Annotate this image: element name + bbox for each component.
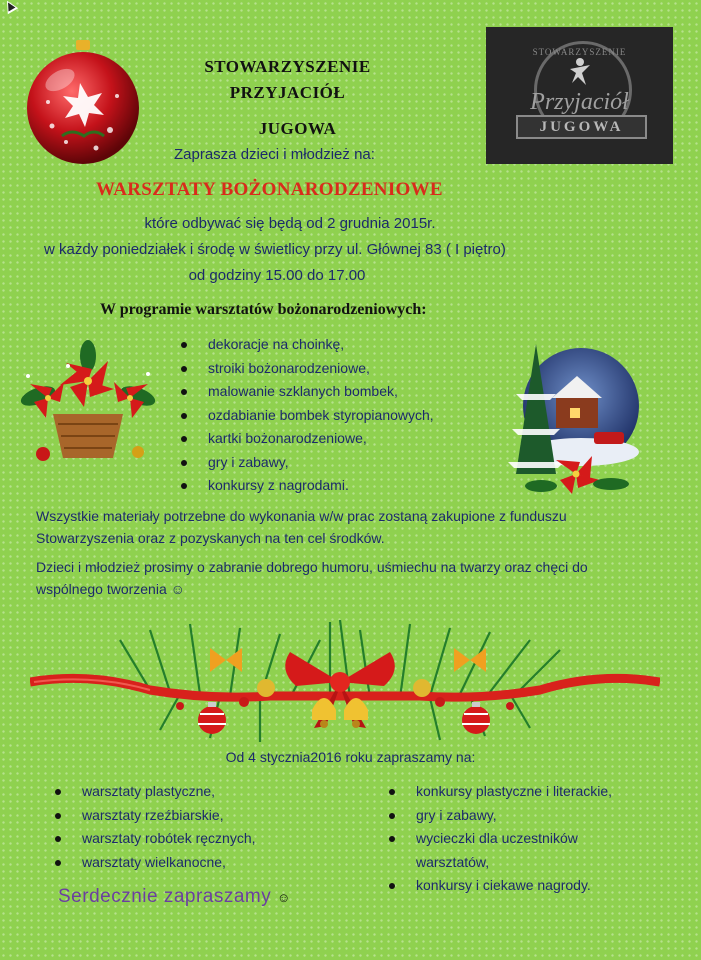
january-right-list (386, 780, 646, 898)
list-item: warsztaty rzeźbiarskie, (52, 804, 352, 828)
list-item: konkursy i ciekawe nagrody. (386, 874, 646, 898)
list-item: warsztaty wielkanocne, (52, 851, 352, 875)
january-left-list (52, 780, 352, 874)
list-item: stroiki bożonarodzeniowe, (178, 357, 434, 381)
logo-figure-icon (568, 57, 592, 87)
snow-globe-icon (486, 334, 646, 496)
closing-text (58, 886, 291, 908)
logo-script-text: Przyjaciół (530, 89, 629, 115)
invite-text: Zaprasza dzieci i młodzież na: (174, 146, 375, 163)
closing-label: Serdecznie zapraszamy (58, 886, 272, 907)
association-logo (486, 27, 673, 164)
logo-banner-text: JUGOWA (516, 115, 647, 139)
mouse-cursor-icon (2, 0, 18, 14)
schedule-line-2: w każdy poniedziałek i środę w świetlicy przy ul. Głównej 83 ( I piętro) (44, 241, 506, 258)
list-item: gry i zabawy, (386, 804, 646, 828)
list-item: kartki bożonarodzeniowe, (178, 427, 434, 451)
schedule-line-3: od godziny 15.00 do 17.00 (188, 267, 366, 284)
schedule-line-1: które odbywać się będą od 2 grudnia 2015r. (144, 215, 436, 232)
january-announcement: Od 4 stycznia2016 roku zapraszamy na: (225, 749, 476, 765)
program-list (178, 333, 434, 498)
list-item: warsztaty plastyczne, (52, 780, 352, 804)
list-item: warsztaty robótek ręcznych, (52, 827, 352, 851)
list-item: konkursy plastyczne i literackie, (386, 780, 646, 804)
smiley-icon: ☺ (277, 890, 291, 905)
workshop-title: WARSZTATY BOŻONARODZENIOWE (96, 179, 443, 200)
program-heading: W programie warsztatów bożonarodzeniowych: (100, 301, 427, 318)
poinsettia-basket-icon (8, 336, 168, 466)
list-item: malowanie szklanych bombek, (178, 380, 434, 404)
list-item: dekoracje na choinkę, (178, 333, 434, 357)
org-name-line-1: STOWARZYSZENIE (204, 57, 371, 76)
list-item: wycieczki dla uczestników warsztatów, (386, 827, 646, 874)
humor-paragraph: Dzieci i młodzież prosimy o zabranie dobrego humoru, uśmiechu na twarzy oraz chęci do wspólnego tworzenia ☺ (36, 559, 588, 597)
materials-paragraph: Wszystkie materiały potrzebne do wykonania w/w prac zostaną zakupione z funduszu Stowarzyszenia oraz z pozyskanych na ten cel środków. (36, 508, 567, 546)
list-item: ozdabianie bombek styropianowych, (178, 404, 434, 428)
logo-small-text: STOWARZYSZENIE (532, 47, 627, 57)
org-name-line-2: PRZYJACIÓŁ (229, 83, 346, 102)
org-name-line-3: JUGOWA (258, 119, 337, 138)
list-item: konkursy z nagrodami. (178, 474, 434, 498)
list-item: gry i zabawy, (178, 451, 434, 475)
christmas-garland-icon (30, 610, 660, 750)
christmas-ornament-icon (22, 38, 142, 168)
